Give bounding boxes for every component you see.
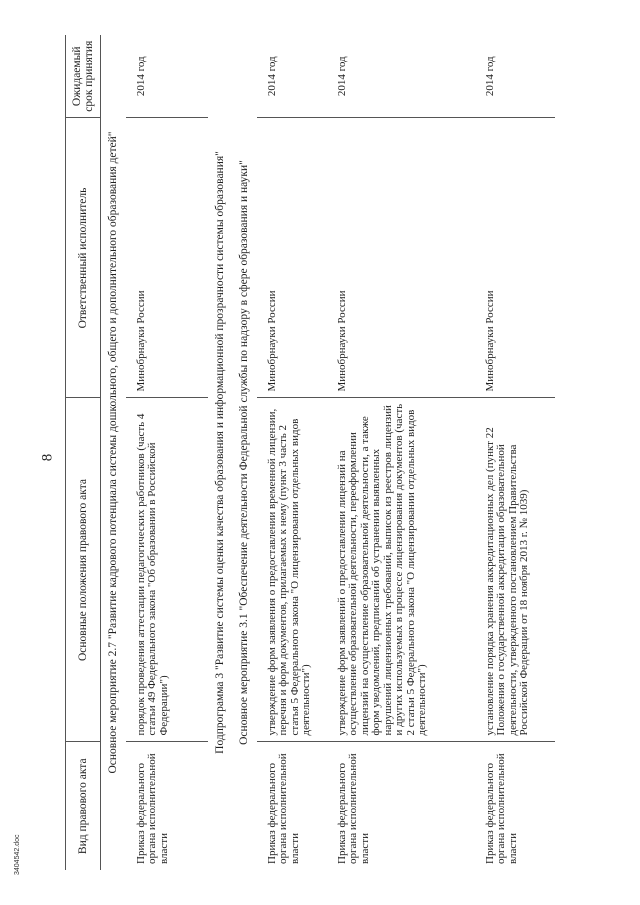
header-act-type: Вид правового акта: [66, 742, 101, 870]
section-title: Подпрограмма 3 "Развитие системы оценки качества образования и информационной прозрачности системы образования": [213, 151, 226, 754]
document-id: 3404542.doc: [14, 834, 21, 875]
page-number: 8: [39, 453, 56, 462]
provisions-cell: установление порядка хранения аккредитационных дел (пункт 22 Положения о государственной аккредитации образовательной деятельности, утвержденного постановлением Правительства Российской Федерации от 18 ноября 2013 г. № 1039): [475, 398, 555, 742]
header-executor: Ответственный исполнитель: [66, 118, 101, 398]
section-title: Основное мероприятие 3.1 "Обеспечение деятельности Федеральной службы по надзору в сфере образования и науки": [238, 160, 250, 745]
provisions-cell: утверждение форм заявления о предоставлении временной лицензии, перечня и форм документов, прилагаемых к нему (пункт 3 часть 2 статья 5 Федерального закона "О лицензировании отдельных видов деятельности"): [257, 398, 327, 742]
term-cell: 2014 год: [257, 35, 327, 118]
section-row: [232, 35, 257, 870]
act-type-cell: Приказ федерального органа исполнительной власти: [483, 753, 519, 864]
table-row: [475, 35, 555, 870]
table-row: [126, 35, 208, 870]
executor-cell: Минобрнауки России: [257, 118, 327, 398]
table-header-row: [66, 35, 101, 870]
rotated-page-content: [65, 35, 580, 870]
provisions-cell: утверждение форм заявлений о предоставлении лицензий на осуществление образовательной деятельности, переоформлении лицензий на осуществление образовательной деятельности, а также форм уведомлений, предписаний об устранении выявленных нарушений лицензионных требований, выписок из реестров лицензий и других используемых в процессе лицензирования документов (часть 2 статьи 5 Федерального закона "О лицензировании отдельных видов деятельности"): [327, 398, 475, 742]
header-provisions: Основные положения правового акта: [66, 398, 101, 742]
header-term: Ожидаемый срок принятия: [66, 35, 101, 118]
executor-cell: Минобрнауки России: [126, 118, 208, 398]
act-type-cell: Приказ федерального органа исполнительной власти: [265, 753, 301, 864]
executor-cell: Минобрнауки России: [327, 118, 475, 398]
term-cell: 2014 год: [327, 35, 475, 118]
table-row: [257, 35, 327, 870]
section-title: Основное мероприятие 2.7 "Развитие кадрового потенциала системы дошкольного, общего и дополнительного образования детей": [107, 131, 119, 774]
act-type-cell: Приказ федерального органа исполнительной власти: [335, 753, 371, 864]
term-cell: 2014 год: [126, 35, 208, 118]
term-cell: 2014 год: [475, 35, 555, 118]
table-row: [327, 35, 475, 870]
act-type-cell: Приказ федерального органа исполнительной власти: [134, 753, 170, 864]
executor-cell: Минобрнауки России: [475, 118, 555, 398]
section-row: [101, 35, 126, 870]
section-row: [208, 35, 233, 870]
provisions-cell: порядок проведения аттестации педагогических работников (часть 4 статьи 49 Федерального закона "Об образовании в Российской Федерации"): [126, 398, 208, 742]
legal-acts-table: [65, 35, 555, 870]
